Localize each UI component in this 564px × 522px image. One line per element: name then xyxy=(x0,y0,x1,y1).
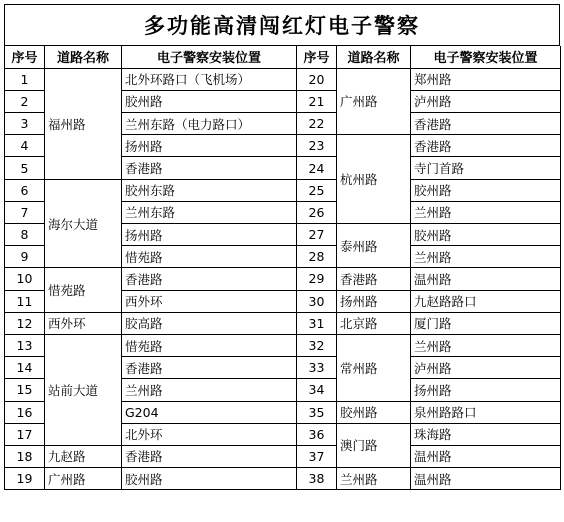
seq-cell: 8 xyxy=(5,224,45,246)
location-cell: 兰州东路 xyxy=(122,201,297,223)
seq-cell: 37 xyxy=(297,445,337,467)
seq-cell: 35 xyxy=(297,401,337,423)
table-row xyxy=(5,445,561,467)
road-name-cell: 兰州路 xyxy=(337,468,411,490)
header-location-left: 电子警察安装位置 xyxy=(122,46,297,68)
header-location-right: 电子警察安装位置 xyxy=(411,46,561,68)
seq-cell: 28 xyxy=(297,246,337,268)
table-row xyxy=(5,268,561,290)
location-cell: 香港路 xyxy=(122,445,297,467)
location-cell: 胶州路 xyxy=(122,468,297,490)
seq-cell: 17 xyxy=(5,423,45,445)
seq-cell: 19 xyxy=(5,468,45,490)
header-road-right: 道路名称 xyxy=(337,46,411,68)
seq-cell: 5 xyxy=(5,157,45,179)
page-title: 多功能高清闯红灯电子警察 xyxy=(4,4,560,46)
location-cell: 香港路 xyxy=(122,157,297,179)
camera-list-sheet xyxy=(4,4,560,490)
seq-cell: 2 xyxy=(5,90,45,112)
seq-cell: 1 xyxy=(5,68,45,90)
road-name-cell: 扬州路 xyxy=(337,290,411,312)
location-cell: 温州路 xyxy=(411,268,561,290)
road-name-cell: 福州路 xyxy=(45,68,122,179)
table-row xyxy=(5,68,561,90)
road-name-cell: 九赵路 xyxy=(45,445,122,467)
location-cell: G204 xyxy=(122,401,297,423)
location-cell: 厦门路 xyxy=(411,312,561,334)
seq-cell: 29 xyxy=(297,268,337,290)
road-name-cell: 西外环 xyxy=(45,312,122,334)
seq-cell: 26 xyxy=(297,201,337,223)
seq-cell: 7 xyxy=(5,201,45,223)
location-cell: 胶州路 xyxy=(122,90,297,112)
location-cell: 惜苑路 xyxy=(122,334,297,356)
seq-cell: 22 xyxy=(297,113,337,135)
road-name-cell: 杭州路 xyxy=(337,135,411,224)
location-cell: 胶州路 xyxy=(411,179,561,201)
seq-cell: 20 xyxy=(297,68,337,90)
seq-cell: 27 xyxy=(297,224,337,246)
location-cell: 胶州东路 xyxy=(122,179,297,201)
location-cell: 兰州路 xyxy=(411,334,561,356)
header-row xyxy=(5,46,561,68)
road-name-cell: 常州路 xyxy=(337,334,411,401)
seq-cell: 34 xyxy=(297,379,337,401)
location-cell: 扬州路 xyxy=(411,379,561,401)
location-cell: 泸州路 xyxy=(411,357,561,379)
location-cell: 珠海路 xyxy=(411,423,561,445)
table-row xyxy=(5,334,561,356)
seq-cell: 25 xyxy=(297,179,337,201)
seq-cell: 10 xyxy=(5,268,45,290)
location-cell: 兰州路 xyxy=(122,379,297,401)
road-name-cell: 澳门路 xyxy=(337,423,411,467)
location-cell: 兰州东路（电力路口） xyxy=(122,113,297,135)
road-name-cell: 广州路 xyxy=(45,468,122,490)
seq-cell: 14 xyxy=(5,357,45,379)
table-body xyxy=(5,68,561,490)
location-cell: 寺门首路 xyxy=(411,157,561,179)
seq-cell: 9 xyxy=(5,246,45,268)
table-row xyxy=(5,312,561,334)
location-cell: 扬州路 xyxy=(122,135,297,157)
location-cell: 泉州路路口 xyxy=(411,401,561,423)
header-road-left: 道路名称 xyxy=(45,46,122,68)
location-cell: 扬州路 xyxy=(122,224,297,246)
seq-cell: 18 xyxy=(5,445,45,467)
seq-cell: 6 xyxy=(5,179,45,201)
seq-cell: 13 xyxy=(5,334,45,356)
location-cell: 兰州路 xyxy=(411,201,561,223)
road-name-cell: 泰州路 xyxy=(337,224,411,268)
road-name-cell: 站前大道 xyxy=(45,334,122,445)
seq-cell: 38 xyxy=(297,468,337,490)
road-name-cell: 香港路 xyxy=(337,268,411,290)
seq-cell: 33 xyxy=(297,357,337,379)
location-cell: 胶高路 xyxy=(122,312,297,334)
location-cell: 兰州路 xyxy=(411,246,561,268)
header-seq-left: 序号 xyxy=(5,46,45,68)
location-cell: 郑州路 xyxy=(411,68,561,90)
road-name-cell: 胶州路 xyxy=(337,401,411,423)
location-cell: 香港路 xyxy=(122,357,297,379)
road-name-cell: 惜苑路 xyxy=(45,268,122,312)
location-cell: 香港路 xyxy=(411,113,561,135)
seq-cell: 23 xyxy=(297,135,337,157)
location-cell: 胶州路 xyxy=(411,224,561,246)
location-cell: 温州路 xyxy=(411,445,561,467)
table-row xyxy=(5,468,561,490)
location-cell: 惜苑路 xyxy=(122,246,297,268)
seq-cell: 4 xyxy=(5,135,45,157)
seq-cell: 12 xyxy=(5,312,45,334)
seq-cell: 36 xyxy=(297,423,337,445)
seq-cell: 11 xyxy=(5,290,45,312)
location-cell: 北外环 xyxy=(122,423,297,445)
location-cell: 温州路 xyxy=(411,468,561,490)
location-cell: 北外环路口（飞机场） xyxy=(122,68,297,90)
seq-cell: 31 xyxy=(297,312,337,334)
seq-cell: 30 xyxy=(297,290,337,312)
camera-location-table xyxy=(4,46,561,490)
seq-cell: 16 xyxy=(5,401,45,423)
location-cell: 西外环 xyxy=(122,290,297,312)
seq-cell: 24 xyxy=(297,157,337,179)
road-name-cell: 广州路 xyxy=(337,68,411,135)
seq-cell: 32 xyxy=(297,334,337,356)
header-seq-right: 序号 xyxy=(297,46,337,68)
seq-cell: 21 xyxy=(297,90,337,112)
road-name-cell: 北京路 xyxy=(337,312,411,334)
seq-cell: 15 xyxy=(5,379,45,401)
location-cell: 九赵路路口 xyxy=(411,290,561,312)
location-cell: 香港路 xyxy=(411,135,561,157)
table-row xyxy=(5,179,561,201)
road-name-cell: 海尔大道 xyxy=(45,179,122,268)
location-cell: 泸州路 xyxy=(411,90,561,112)
seq-cell: 3 xyxy=(5,113,45,135)
location-cell: 香港路 xyxy=(122,268,297,290)
